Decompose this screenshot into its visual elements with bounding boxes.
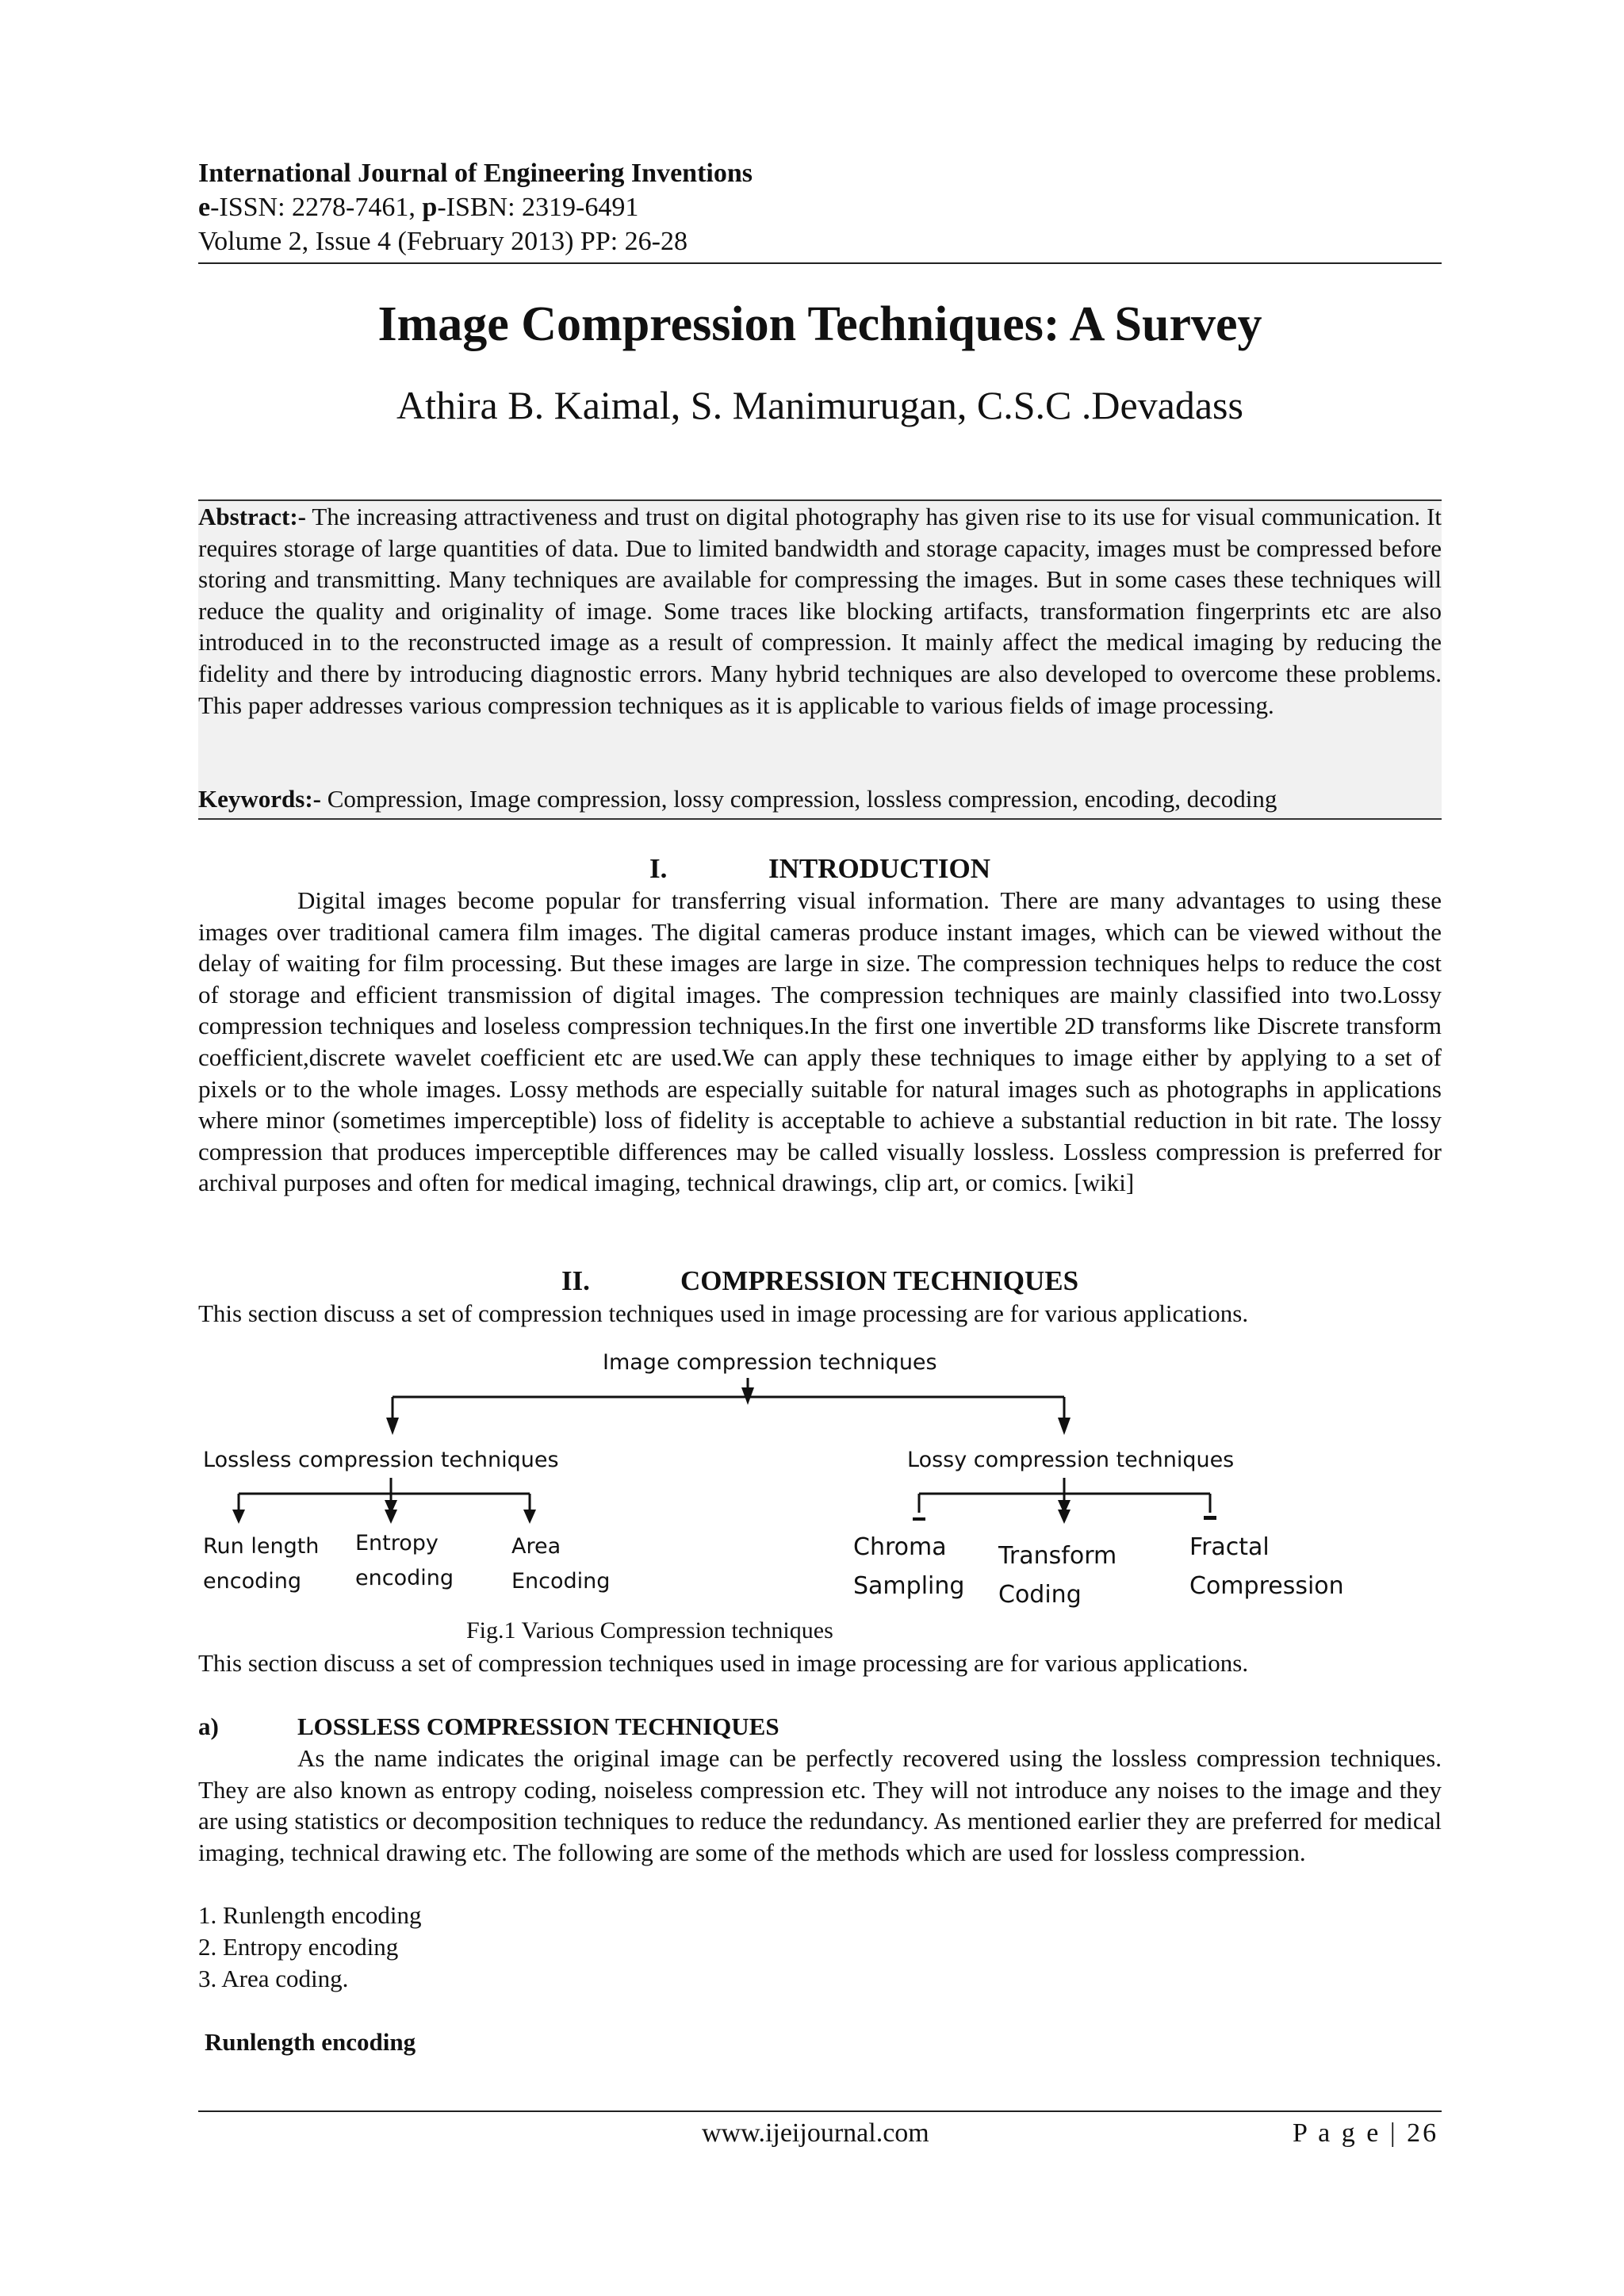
keywords: Keywords:- Compression, Image compression, lossy compression, lossless compression, encoding, decoding — [198, 785, 1277, 813]
footer-url[interactable]: www.ijeijournal.com — [702, 2118, 929, 2148]
section-introduction-heading: I. INTRODUCTION — [649, 853, 991, 884]
lossless-list-item-2: 2. Entropy encoding — [198, 1933, 399, 1961]
compression-after-fig-text: This section discuss a set of compression techniques used in image processing are for various applications. — [198, 1649, 1249, 1677]
paper-authors: Athira B. Kaimal, S. Manimurugan, C.S.C .Devadass — [396, 383, 1243, 427]
fig-lossy-label: Lossy compression techniques — [907, 1448, 1235, 1472]
fig-node-chroma: Chroma Sampling — [853, 1533, 965, 1600]
arrow-lossy — [1058, 1418, 1071, 1435]
section-compression-heading: II. COMPRESSION TECHNIQUES — [561, 1265, 1079, 1296]
figure-caption: Fig.1 Various Compression techniques — [466, 1617, 833, 1644]
volume-line: Volume 2, Issue 4 (February 2013) PP: 26-28 — [198, 227, 688, 256]
compression-intro-text: This section discuss a set of compression techniques used in image processing are for various applications. — [198, 1299, 1249, 1327]
introduction-text: Digital images become popular for transferring visual information. There are many advantages to using these images over traditional camera film images. The digital cameras produce instant images, which can be viewed without the delay of waiting for film processing. But these images are large in size. The compression techniques helps to reduce the cost of storage and efficient transmission of digital images. The compression techniques are mainly classified into two.Lossy compression techniques and loseless compression techniques.In the first one invertible 2D transforms like Discrete transform coefficient,discrete wavelet coefficient etc are used.We can apply these techniques to image either by applying to a set of pixels or to the whole images. Lossy methods are especially suitable for natural images such as photographs in applications where minor (sometimes imperceptible) loss of fidelity is acceptable to achieve a substantial reduction in bit rate. The lossy compression that produces imperceptible differences may be called visually lossless. Lossless compression is preferred for archival purposes and often for medical imaging, technical drawings, clip art, or comics. [wiki] — [198, 886, 1442, 1197]
arrow-entropy — [385, 1510, 397, 1524]
footer-rule — [198, 2110, 1442, 2112]
arrow-transform — [1058, 1510, 1071, 1524]
issn-line: e-ISSN: 2278-7461, p-ISBN: 2319-6491 — [198, 193, 639, 222]
fig-node-fractal: Fractal Compression — [1189, 1533, 1344, 1600]
lossless-list-item-1: 1. Runlength encoding — [198, 1901, 422, 1929]
runlength-subheading: Runlength encoding — [205, 2028, 416, 2056]
journal-name: International Journal of Engineering Inventions — [198, 159, 753, 188]
fig-node-entropy: Entropy encoding — [355, 1531, 454, 1590]
lossless-label: a) — [198, 1712, 219, 1740]
fig-node-transform: Transform Coding — [998, 1542, 1117, 1609]
abstract: Abstract:- The increasing attractiveness and trust on digital photography has given rise to its use for visual communication. It requires storage of large quantities of data. Due to limited bandwidth and storage capacity, images must be compressed before storing and transmitting. Many techniques are available for compressing the images. But in some cases these techniques will reduce the quality and originality of image. Some traces like blocking artifacts, transformation fingerprints etc are also introduced in to the reconstructed image as a result of compression. It mainly affect the medical imaging by reducing the fidelity and there by introducing diagnostic errors. Many hybrid techniques are also developed to overcome these problems. This paper addresses various compression techniques as it is applicable to various fields of image processing. — [198, 503, 1442, 719]
lossless-text: As the name indicates the original image can be perfectly recovered using the lossless compression techniques. They are also known as entropy coding, noiseless compression etc. They will not introduce any noises to the image and they are using statistics or decomposition techniques to reduce the redundancy. As mentioned earlier they are preferred for medical imaging, technical drawing etc. The following are some of the methods which are used for lossless compression. — [198, 1744, 1442, 1866]
lossless-list-item-3: 3. Area coding. — [198, 1965, 349, 1992]
lossless-heading: LOSSLESS COMPRESSION TECHNIQUES — [297, 1712, 779, 1740]
arrow-runlength — [232, 1510, 245, 1524]
fig-lossless-label: Lossless compression techniques — [203, 1448, 559, 1472]
footer-page-number: P a g e | 26 — [1293, 2118, 1439, 2148]
fig-node-runlength: Run length encoding — [203, 1534, 320, 1594]
tee-fractal — [1204, 1516, 1216, 1520]
paper-title: Image Compression Techniques: A Survey — [377, 297, 1262, 351]
tee-chroma — [913, 1517, 925, 1521]
fig-node-area: Area Encoding — [511, 1534, 611, 1594]
arrow-lossless — [386, 1418, 399, 1435]
arrow-area — [523, 1510, 536, 1524]
fig-root-label: Image compression techniques — [603, 1350, 937, 1375]
